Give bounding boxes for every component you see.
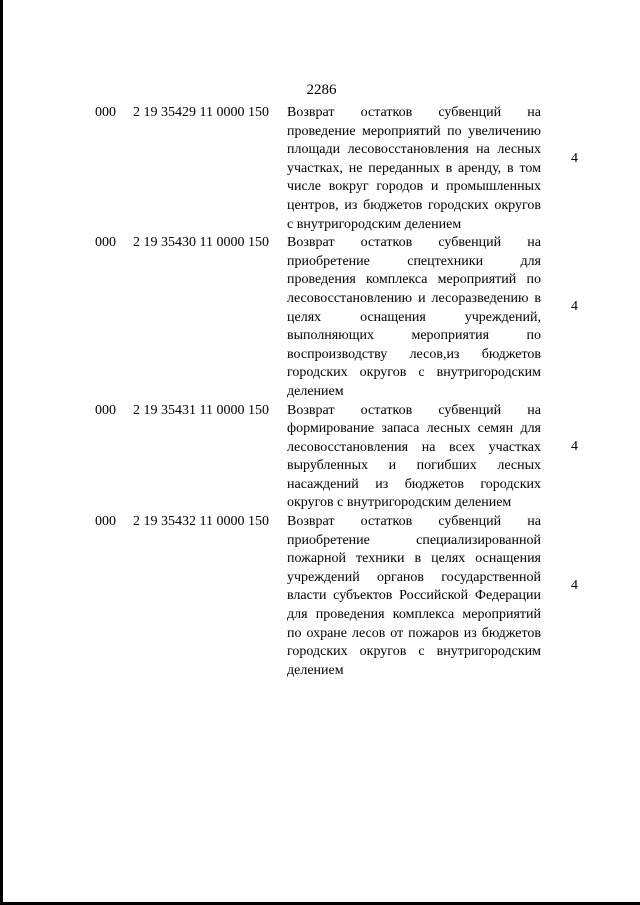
table-row xyxy=(3,234,640,401)
table-row xyxy=(3,402,640,514)
admin-code: 000 xyxy=(95,235,116,251)
row-description: Возврат остатков субвенций на формирование запаса лесных семян для лесовосстановления на всех участках вырубленных и погибших лесных насаждений из бюджетов городских округов с внутригородским делением xyxy=(287,402,541,511)
table-row xyxy=(3,513,640,680)
row-description: Возврат остатков субвенций на приобретение специализированной пожарной техники в целях оснащения учреждений органов государственной власти субъектов Российской Федерации для проведения комплекса мероприятий по охране лесов от пожаров из бюджетов городских округов с внутригородским делением xyxy=(287,514,541,678)
budget-classification-code: 2 19 35430 11 0000 150 xyxy=(133,235,269,251)
row-value: 4 xyxy=(571,299,578,315)
row-value: 4 xyxy=(571,438,578,454)
budget-code-table xyxy=(3,104,640,680)
budget-classification-code: 2 19 35429 11 0000 150 xyxy=(133,105,269,120)
row-value: 4 xyxy=(571,151,578,166)
row-description: Возврат остатков субвенций на приобретение спецтехники для проведения комплекса мероприятий по лесовосстановлению и лесоразведению в целях оснащения учреждений, выполняющих мероприятия по воспроизводству лесов,из бюджетов городских округов с внутригородским делением xyxy=(287,235,541,399)
admin-code: 000 xyxy=(95,514,116,530)
row-description: Возврат остатков субвенций на проведение мероприятий по увеличению площади лесовосстановления на лесных участках, не переданных в аренду, в том числе вокруг городов и промышленных центров, из бюджетов городских округов с внутригородским делением xyxy=(287,105,541,232)
admin-code: 000 xyxy=(95,402,116,418)
budget-classification-code: 2 19 35431 11 0000 150 xyxy=(133,402,269,418)
row-value: 4 xyxy=(571,578,578,594)
page-number: 2286 xyxy=(306,82,337,98)
table-row xyxy=(3,104,640,234)
budget-classification-code: 2 19 35432 11 0000 150 xyxy=(133,514,269,530)
admin-code: 000 xyxy=(95,105,116,120)
